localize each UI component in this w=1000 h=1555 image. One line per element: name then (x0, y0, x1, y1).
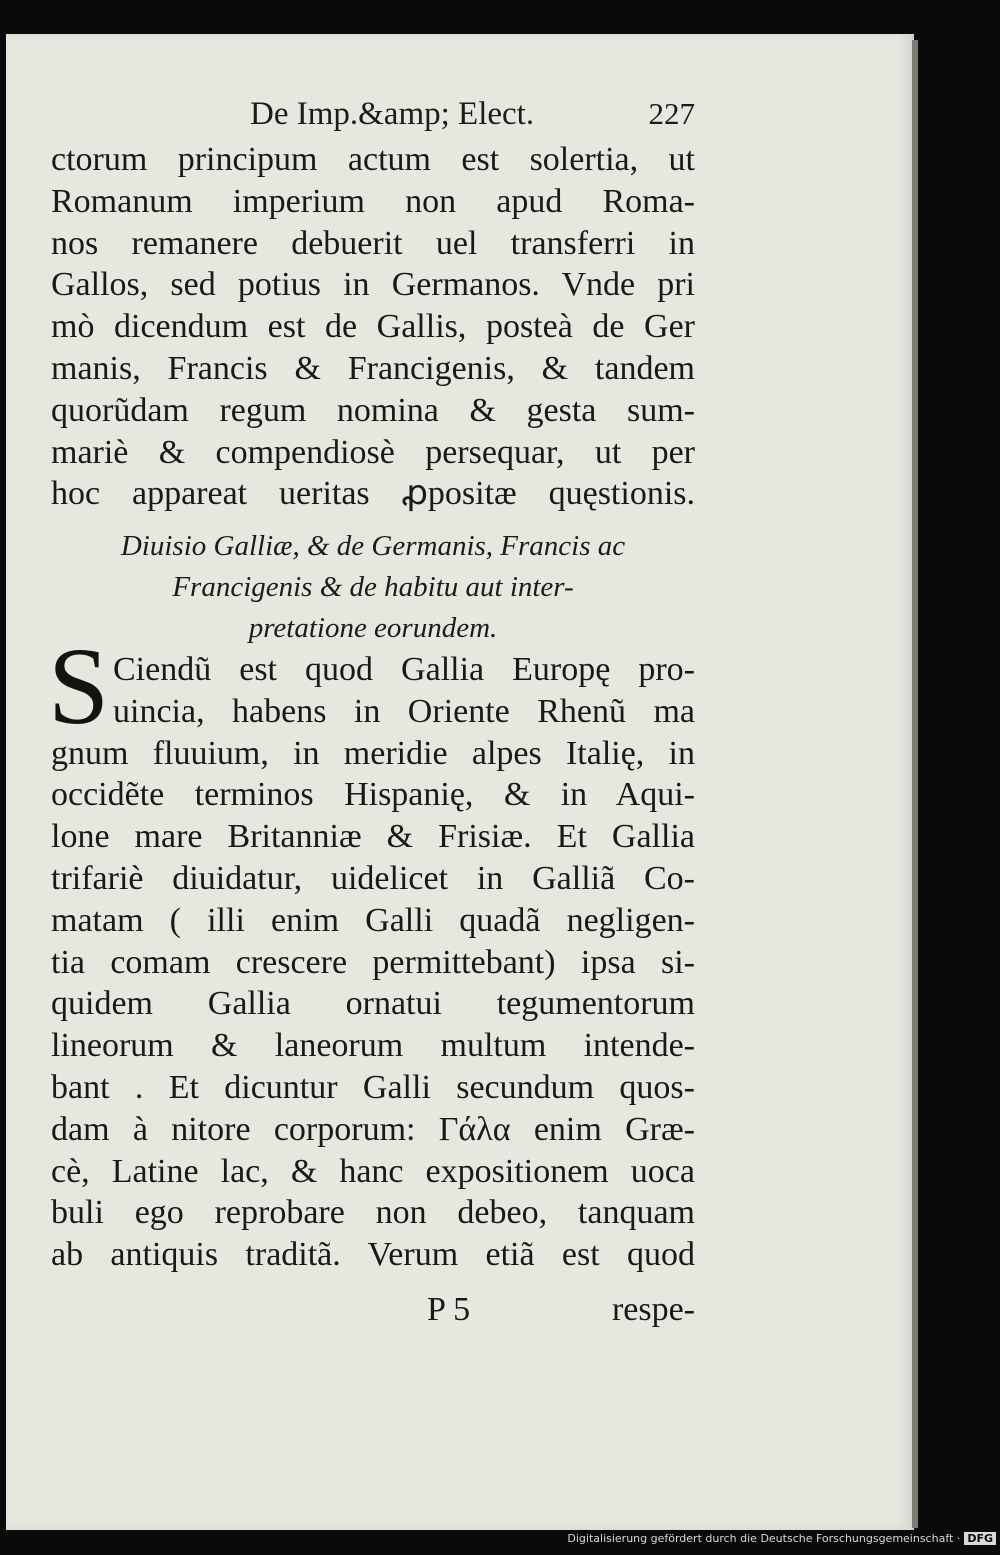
text-line: cè, Latine lac, & hanc expositionem uoca (51, 1152, 695, 1190)
text-line: occidẽte terminos Hispanię, & in Aqui- (51, 776, 695, 814)
text-line: bant . Et dicuntur Galli secundum quos- (51, 1068, 695, 1106)
text-line: tia comam crescere permittebant) ipsa si- (51, 943, 695, 981)
text-line: matam ( illi enim Galli quadã negligen- (51, 901, 695, 939)
text-line: uincia, habens in Oriente Rhenũ ma (113, 692, 695, 730)
text-line: gnum fluuium, in meridie alpes Italię, in (51, 734, 695, 772)
text-line: quorũdam regum nomina & gesta sum- (51, 391, 695, 429)
text-line: lone mare Britanniæ & Frisiæ. Et Gallia (51, 818, 695, 856)
digitization-credit (567, 1532, 996, 1545)
section-heading (51, 526, 695, 649)
text-line: Romanum imperium non apud Roma- (51, 182, 695, 220)
text-line: buli ego reprobare non debeo, tanquam (51, 1194, 695, 1232)
body-text-bottom (51, 649, 695, 1276)
page-number: 227 (648, 96, 695, 131)
catchword: respe- (611, 1291, 695, 1328)
text-line: manis, Francis & Francigenis, & tandem (51, 349, 695, 387)
text-line: Gallos, sed potius in Germanos. Vnde pri (51, 266, 695, 304)
body-text-top (51, 139, 695, 515)
heading-line: pretatione eorundem. (248, 612, 498, 644)
text-line: dam à nitore corporum: Γάλα enim Græ- (51, 1110, 695, 1148)
running-title: De Imp.&amp; Elect. (250, 96, 535, 132)
text-line: Ciendũ est quod Gallia Europę pro- (113, 651, 695, 688)
text-line: trifariè diuidatur, uidelicet in Galliã Co- (51, 859, 695, 897)
text-line: nos remanere debuerit uel transferri in (51, 224, 695, 262)
heading-line: Diuisio Galliæ, & de Germanis, Francis ac (120, 530, 626, 562)
text-line: ctorum principum actum est solertia, ut (51, 141, 695, 178)
credit-text: Digitalisierung gefördert durch die Deutsche Forschungsgemeinschaft · (567, 1532, 961, 1545)
text-line: lineorum & laneorum multum intende- (51, 1027, 695, 1065)
text-line: quidem Gallia ornatui tegumentorum (51, 985, 695, 1023)
text-line: hoc appareat ueritas ꝓpositæ quęstionis. (51, 475, 695, 513)
running-header (250, 96, 695, 136)
heading-line: Francigenis & de habitu aut inter- (172, 571, 574, 603)
dfg-logo: DFG (964, 1532, 996, 1545)
text-line: ab antiquis traditã. Verum etiã est quod (51, 1236, 695, 1274)
text-line: mariè & compendiosè persequar, ut per (51, 433, 695, 471)
signature-mark: P 5 (427, 1291, 471, 1328)
text-line: mò dicendum est de Gallis, posteà de Ger (51, 308, 695, 346)
drop-cap-initial: S (48, 625, 110, 747)
page-edge (912, 40, 918, 1528)
page-footer (51, 1291, 695, 1333)
